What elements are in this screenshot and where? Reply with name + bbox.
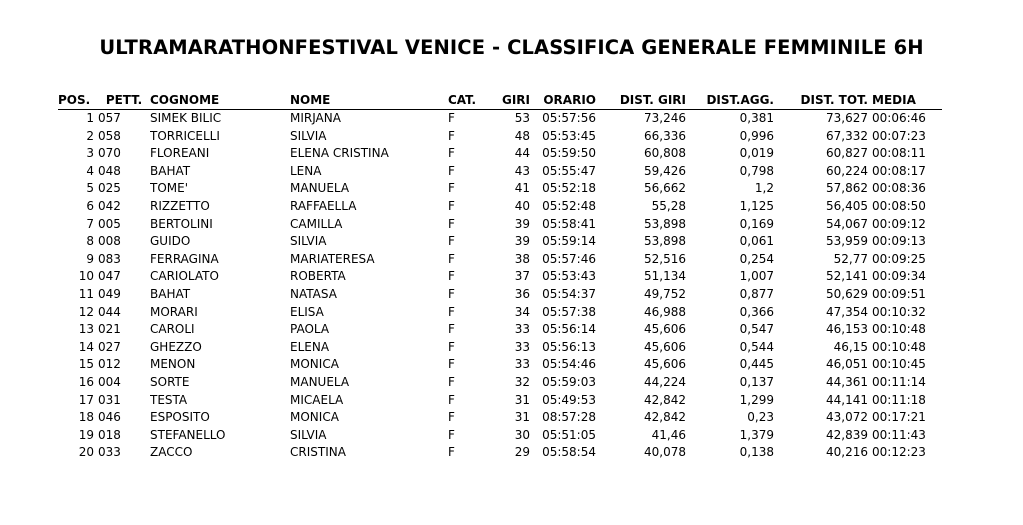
cell-dist-tot: 60,827	[826, 146, 868, 161]
cell-cat: F	[448, 111, 455, 125]
cell-giri: 38	[514, 251, 530, 266]
cell-cat: F	[448, 181, 455, 196]
cell-orario: 05:57:56	[542, 111, 596, 125]
cell-giri: 34	[514, 304, 530, 319]
cell-pos: 17	[78, 392, 94, 407]
cell-nome: MICAELA	[290, 392, 344, 407]
cell-nome: CAMILLA	[290, 216, 343, 231]
cell-dist-giri: 53,898	[644, 234, 686, 249]
cell-pos: 7	[86, 216, 94, 231]
cell-orario: 05:49:53	[542, 392, 596, 407]
cell-media: 00:10:48	[872, 339, 926, 354]
cell-dist-tot: 67,332	[826, 128, 868, 143]
header-dist-agg: DIST.AGG.	[686, 92, 774, 110]
cell-orario: 05:54:46	[542, 357, 596, 372]
cell-media: 00:08:36	[872, 181, 926, 196]
cell-giri: 40	[514, 198, 530, 213]
table-row	[58, 180, 942, 198]
cell-pos: 3	[86, 146, 94, 161]
cell-cat: F	[448, 427, 455, 442]
cell-dist-giri: 40,078	[644, 445, 686, 460]
cell-pos: 14	[78, 339, 94, 354]
cell-media: 00:07:23	[872, 128, 926, 143]
cell-dist-agg: 0,019	[739, 146, 774, 161]
cell-dist-tot: 46,153	[826, 322, 868, 337]
cell-cat: F	[448, 269, 455, 284]
cell-cognome: FLOREANI	[150, 146, 210, 161]
cell-dist-agg: 1,379	[739, 427, 774, 442]
cell-dist-giri: 56,662	[644, 181, 686, 196]
cell-pett: 048	[98, 163, 121, 178]
cell-nome: ELENA	[290, 339, 330, 354]
cell-pett: 021	[98, 322, 121, 337]
cell-pos: 5	[86, 181, 94, 196]
cell-dist-agg: 0,169	[739, 216, 774, 231]
cell-dist-agg: 0,138	[739, 445, 774, 460]
cell-nome: MIRJANA	[290, 111, 341, 125]
cell-pos: 8	[86, 234, 94, 249]
cell-media: 00:09:13	[872, 234, 926, 249]
cell-cognome: GUIDO	[150, 234, 191, 249]
cell-dist-giri: 59,426	[644, 163, 686, 178]
cell-cognome: SIMEK BILIC	[150, 111, 222, 125]
cell-pett: 027	[98, 339, 121, 354]
cell-pos: 11	[78, 286, 94, 301]
cell-pos: 1	[86, 111, 94, 125]
cell-pett: 046	[98, 410, 121, 425]
cell-pett: 012	[98, 357, 121, 372]
cell-dist-giri: 44,224	[644, 374, 686, 389]
cell-giri: 32	[514, 374, 530, 389]
table-row	[58, 268, 942, 286]
cell-dist-tot: 56,405	[826, 198, 868, 213]
cell-dist-tot: 53,959	[826, 234, 868, 249]
cell-pos: 9	[86, 251, 94, 266]
cell-dist-giri: 45,606	[644, 322, 686, 337]
cell-nome: MONICA	[290, 410, 339, 425]
cell-cognome: CAROLI	[150, 322, 195, 337]
cell-orario: 05:57:46	[542, 251, 596, 266]
table-row	[58, 251, 942, 269]
cell-cognome: TORRICELLI	[150, 128, 220, 143]
cell-dist-agg: 0,877	[739, 286, 774, 301]
cell-giri: 53	[514, 111, 530, 125]
cell-dist-tot: 44,141	[826, 392, 868, 407]
cell-pos: 2	[86, 128, 94, 143]
table-row	[58, 339, 942, 357]
cell-media: 00:12:23	[872, 445, 926, 460]
cell-nome: SILVIA	[290, 128, 327, 143]
cell-dist-giri: 42,842	[644, 410, 686, 425]
cell-nome: NATASA	[290, 286, 337, 301]
cell-dist-giri: 60,808	[644, 146, 686, 161]
cell-giri: 44	[514, 146, 530, 161]
cell-dist-tot: 47,354	[826, 304, 868, 319]
cell-dist-agg: 0,061	[739, 234, 774, 249]
cell-pett: 008	[98, 234, 121, 249]
cell-pett: 083	[98, 251, 121, 266]
header-media: MEDIA	[868, 92, 942, 110]
cell-dist-giri: 49,752	[644, 286, 686, 301]
table-row	[58, 392, 942, 410]
cell-orario: 05:54:37	[542, 286, 596, 301]
cell-pett: 033	[98, 445, 121, 460]
cell-pett: 047	[98, 269, 121, 284]
cell-giri: 33	[514, 322, 530, 337]
cell-giri: 39	[514, 216, 530, 231]
cell-media: 00:11:43	[872, 427, 926, 442]
cell-orario: 05:53:45	[542, 128, 596, 143]
cell-nome: LENA	[290, 163, 322, 178]
table-row	[58, 163, 942, 181]
cell-pett: 058	[98, 128, 121, 143]
cell-nome: CRISTINA	[290, 445, 346, 460]
cell-giri: 33	[514, 357, 530, 372]
cell-giri: 41	[514, 181, 530, 196]
cell-orario: 05:58:41	[542, 216, 596, 231]
cell-pos: 16	[78, 374, 94, 389]
cell-orario: 08:57:28	[542, 410, 596, 425]
cell-dist-agg: 0,547	[739, 322, 774, 337]
cell-cat: F	[448, 410, 455, 425]
cell-dist-giri: 41,46	[651, 427, 686, 442]
header-orario: ORARIO	[530, 92, 596, 110]
cell-dist-tot: 60,224	[826, 163, 868, 178]
cell-media: 00:10:48	[872, 322, 926, 337]
cell-cat: F	[448, 128, 455, 143]
cell-giri: 43	[514, 163, 530, 178]
cell-pett: 031	[98, 392, 121, 407]
cell-giri: 37	[514, 269, 530, 284]
cell-orario: 05:57:38	[542, 304, 596, 319]
cell-nome: ELISA	[290, 304, 324, 319]
cell-media: 00:17:21	[872, 410, 926, 425]
cell-orario: 05:59:03	[542, 374, 596, 389]
cell-pos: 4	[86, 163, 94, 178]
header-row	[58, 92, 942, 110]
cell-dist-tot: 73,627	[826, 111, 868, 125]
cell-dist-tot: 46,15	[833, 339, 868, 354]
cell-cat: F	[448, 322, 455, 337]
table-row	[58, 216, 942, 234]
cell-cognome: TESTA	[150, 392, 188, 407]
cell-dist-tot: 54,067	[826, 216, 868, 231]
cell-cat: F	[448, 198, 455, 213]
cell-nome: ELENA CRISTINA	[290, 146, 389, 161]
cell-cognome: SORTE	[150, 374, 190, 389]
cell-nome: MARIATERESA	[290, 251, 375, 266]
cell-cognome: FERRAGINA	[150, 251, 219, 266]
cell-cognome: BAHAT	[150, 286, 191, 301]
cell-dist-agg: 0,137	[739, 374, 774, 389]
header-pett: PETT.	[98, 92, 150, 110]
cell-nome: MANUELA	[290, 181, 350, 196]
results-table	[58, 92, 942, 462]
cell-orario: 05:51:05	[542, 427, 596, 442]
cell-cat: F	[448, 146, 455, 161]
cell-cognome: ESPOSITO	[150, 410, 210, 425]
cell-dist-agg: 0,254	[739, 251, 774, 266]
cell-dist-tot: 52,141	[826, 269, 868, 284]
cell-cat: F	[448, 234, 455, 249]
cell-orario: 05:52:48	[542, 198, 596, 213]
table-row	[58, 374, 942, 392]
cell-cognome: TOME'	[150, 181, 189, 196]
cell-pett: 025	[98, 181, 121, 196]
cell-cognome: GHEZZO	[150, 339, 202, 354]
cell-pos: 10	[78, 269, 94, 284]
cell-media: 00:08:11	[872, 146, 926, 161]
cell-media: 00:09:25	[872, 251, 926, 266]
header-cat: CAT.	[448, 92, 496, 110]
table-row	[58, 286, 942, 304]
cell-orario: 05:59:50	[542, 146, 596, 161]
cell-cat: F	[448, 374, 455, 389]
table-row	[58, 110, 942, 128]
cell-orario: 05:56:14	[542, 322, 596, 337]
cell-nome: MANUELA	[290, 374, 350, 389]
cell-dist-tot: 46,051	[826, 357, 868, 372]
cell-dist-tot: 44,361	[826, 374, 868, 389]
cell-dist-agg: 1,2	[754, 181, 774, 196]
cell-pos: 20	[78, 445, 94, 460]
cell-nome: PAOLA	[290, 322, 330, 337]
cell-dist-giri: 46,988	[644, 304, 686, 319]
table-row	[58, 356, 942, 374]
table-row	[58, 145, 942, 163]
cell-media: 00:06:46	[872, 111, 926, 125]
cell-cat: F	[448, 445, 455, 460]
cell-giri: 31	[514, 410, 530, 425]
cell-cat: F	[448, 163, 455, 178]
cell-media: 00:11:14	[872, 374, 926, 389]
cell-pos: 6	[86, 198, 94, 213]
cell-dist-agg: 0,544	[739, 339, 774, 354]
table-row	[58, 444, 942, 462]
cell-orario: 05:53:43	[542, 269, 596, 284]
cell-dist-giri: 52,516	[644, 251, 686, 266]
page-title: ULTRAMARATHONFESTIVAL VENICE - CLASSIFICA GENERALE FEMMINILE 6H	[99, 36, 924, 59]
cell-dist-tot: 52,77	[833, 251, 868, 266]
cell-dist-giri: 45,606	[644, 339, 686, 354]
cell-cat: F	[448, 251, 455, 266]
cell-pett: 018	[98, 427, 121, 442]
cell-nome: MONICA	[290, 357, 339, 372]
cell-dist-giri: 51,134	[644, 269, 686, 284]
cell-dist-giri: 53,898	[644, 216, 686, 231]
cell-cognome: RIZZETTO	[150, 198, 210, 213]
cell-orario: 05:58:54	[542, 445, 596, 460]
cell-pos: 18	[78, 410, 94, 425]
cell-pos: 19	[78, 427, 94, 442]
table-row	[58, 409, 942, 427]
cell-media: 00:11:18	[872, 392, 926, 407]
cell-dist-giri: 66,336	[644, 128, 686, 143]
cell-giri: 33	[514, 339, 530, 354]
table-row	[58, 304, 942, 322]
cell-pett: 042	[98, 198, 121, 213]
cell-nome: ROBERTA	[290, 269, 346, 284]
cell-pett: 057	[98, 111, 121, 125]
cell-pos: 13	[78, 322, 94, 337]
header-pos: POS.	[58, 92, 98, 110]
cell-cognome: BERTOLINI	[150, 216, 213, 231]
cell-giri: 48	[514, 128, 530, 143]
cell-orario: 05:52:18	[542, 181, 596, 196]
cell-giri: 29	[514, 445, 530, 460]
header-cognome: COGNOME	[150, 92, 290, 110]
cell-dist-tot: 43,072	[826, 410, 868, 425]
cell-orario: 05:55:47	[542, 163, 596, 178]
cell-dist-giri: 55,28	[651, 198, 686, 213]
header-nome: NOME	[290, 92, 448, 110]
cell-media: 00:09:34	[872, 269, 926, 284]
cell-cognome: MENON	[150, 357, 196, 372]
header-dist-tot: DIST. TOT.	[774, 92, 868, 110]
cell-cat: F	[448, 216, 455, 231]
cell-cognome: STEFANELLO	[150, 427, 226, 442]
header-dist-giri: DIST. GIRI	[596, 92, 686, 110]
cell-cognome: BAHAT	[150, 163, 191, 178]
cell-pett: 070	[98, 146, 121, 161]
cell-cat: F	[448, 392, 455, 407]
cell-giri: 39	[514, 234, 530, 249]
cell-media: 00:10:45	[872, 357, 926, 372]
cell-media: 00:09:51	[872, 286, 926, 301]
cell-dist-tot: 50,629	[826, 286, 868, 301]
cell-nome: SILVIA	[290, 427, 327, 442]
cell-dist-agg: 0,23	[747, 410, 774, 425]
cell-orario: 05:56:13	[542, 339, 596, 354]
cell-pett: 005	[98, 216, 121, 231]
cell-dist-agg: 1,299	[739, 392, 774, 407]
cell-cognome: MORARI	[150, 304, 198, 319]
table-row	[58, 233, 942, 251]
table-row	[58, 427, 942, 445]
cell-nome: RAFFAELLA	[290, 198, 357, 213]
table-body	[58, 110, 942, 462]
cell-dist-giri: 73,246	[644, 111, 686, 125]
table-header	[58, 92, 942, 110]
cell-giri: 36	[514, 286, 530, 301]
cell-dist-giri: 42,842	[644, 392, 686, 407]
cell-dist-agg: 0,381	[739, 111, 774, 125]
header-giri: GIRI	[496, 92, 530, 110]
cell-dist-agg: 0,445	[739, 357, 774, 372]
cell-cat: F	[448, 357, 455, 372]
cell-dist-agg: 1,007	[739, 269, 774, 284]
cell-nome: SILVIA	[290, 234, 327, 249]
cell-dist-tot: 40,216	[826, 445, 868, 460]
cell-pett: 004	[98, 374, 121, 389]
cell-dist-agg: 0,798	[739, 163, 774, 178]
cell-cognome: CARIOLATO	[150, 269, 219, 284]
cell-dist-agg: 0,996	[739, 128, 774, 143]
cell-media: 00:09:12	[872, 216, 926, 231]
cell-pett: 049	[98, 286, 121, 301]
cell-dist-agg: 0,366	[739, 304, 774, 319]
cell-dist-agg: 1,125	[739, 198, 774, 213]
cell-cat: F	[448, 286, 455, 301]
cell-orario: 05:59:14	[542, 234, 596, 249]
table-row	[58, 321, 942, 339]
cell-dist-tot: 57,862	[826, 181, 868, 196]
cell-cognome: ZACCO	[150, 445, 193, 460]
cell-pett: 044	[98, 304, 121, 319]
cell-dist-giri: 45,606	[644, 357, 686, 372]
cell-media: 00:08:50	[872, 198, 926, 213]
cell-dist-tot: 42,839	[826, 427, 868, 442]
cell-giri: 31	[514, 392, 530, 407]
cell-cat: F	[448, 304, 455, 319]
cell-cat: F	[448, 339, 455, 354]
table-row	[58, 128, 942, 146]
cell-giri: 30	[514, 427, 530, 442]
cell-pos: 15	[78, 357, 94, 372]
cell-pos: 12	[78, 304, 94, 319]
table-row	[58, 198, 942, 216]
cell-media: 00:10:32	[872, 304, 926, 319]
cell-media: 00:08:17	[872, 163, 926, 178]
